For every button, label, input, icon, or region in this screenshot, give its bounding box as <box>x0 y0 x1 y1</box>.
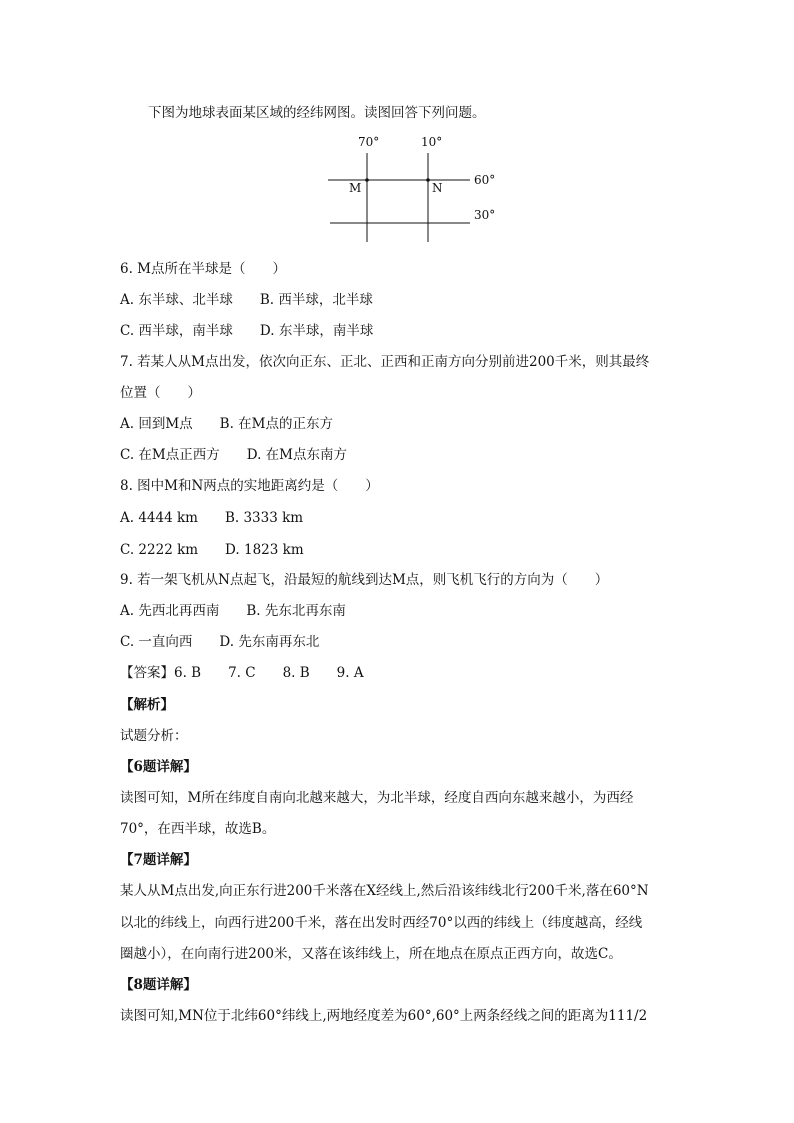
q7-detail-line2: 以北的纬线上，向西行进200千米，落在出发时西经70°以西的纬线上（纬度越高，经线 <box>120 915 643 931</box>
q7-options-cd: C. 在M点正西方 D. 在M点东南方 <box>120 447 348 463</box>
q6-options-cd: C. 西半球，南半球 D. 东半球，南半球 <box>120 323 374 339</box>
lat-top-label: 60° <box>474 173 496 187</box>
answer-line: 【答案】6. B 7. C 8. B 9. A <box>120 665 364 681</box>
q6-detail-line1: 读图可知，M所在纬度自南向北越来越大，为北半球，经度自西向东越来越小，为西经 <box>120 790 634 806</box>
analysis-intro: 试题分析： <box>120 728 188 744</box>
q8-detail-heading: 【8题详解】 <box>120 977 197 993</box>
q7-detail-line1: 某人从M点出发,向正东行进200千米落在X经线上,然后沿该纬线北行200千米,落在60°N <box>120 883 649 899</box>
point-n-dot <box>426 178 430 182</box>
q8-detail-line1: 读图可知,MN位于北纬60°纬线上,两地经度差为60°,60°上两条经线之间的距离为111/2 <box>120 1008 648 1024</box>
point-m-label: M <box>349 181 362 195</box>
point-m-dot <box>365 178 369 182</box>
intro-text: 下图为地球表面某区域的经纬网图。读图回答下列问题。 <box>148 105 486 121</box>
q7-stem-line1: 7. 若某人从M点出发，依次向正东、正北、正西和正南方向分别前进200千米，则其最终 <box>120 354 650 370</box>
q8-options-ab: A. 4444 km B. 3333 km <box>120 510 304 526</box>
q6-options-ab: A. 东半球、北半球 B. 西半球，北半球 <box>120 292 373 308</box>
q6-detail-line2: 70°，在西半球，故选B。 <box>120 821 276 837</box>
grid-diagram <box>320 128 505 246</box>
q9-stem: 9. 若一架飞机从N点起飞，沿最短的航线到达M点，则飞机飞行的方向为（ ） <box>120 572 609 588</box>
point-n-label: N <box>432 181 443 195</box>
q7-options-ab: A. 回到M点 B. 在M点的正东方 <box>120 416 333 432</box>
q9-options-cd: C. 一直向西 D. 先东南再东北 <box>120 634 320 650</box>
lon-left-label: 70° <box>358 135 380 149</box>
lat-bottom-label: 30° <box>474 208 496 222</box>
q8-stem: 8. 图中M和N两点的实地距离约是（ ） <box>120 478 379 494</box>
lat-lon-grid-figure <box>320 128 505 246</box>
q7-stem-line2: 位置（ ） <box>120 385 201 401</box>
analysis-heading: 【解析】 <box>120 697 174 713</box>
q7-detail-heading: 【7题详解】 <box>120 852 197 868</box>
q9-options-ab: A. 先西北再西南 B. 先东北再东南 <box>120 603 346 619</box>
q8-options-cd: C. 2222 km D. 1823 km <box>120 542 304 558</box>
lon-right-label: 10° <box>421 135 443 149</box>
q7-detail-line3: 圈越小），在向南行进200米，又落在该纬线上，所在地点在原点正西方向，故选C。 <box>120 946 622 962</box>
q6-detail-heading: 【6题详解】 <box>120 759 197 775</box>
q6-stem: 6. M点所在半球是（ ） <box>120 261 286 277</box>
